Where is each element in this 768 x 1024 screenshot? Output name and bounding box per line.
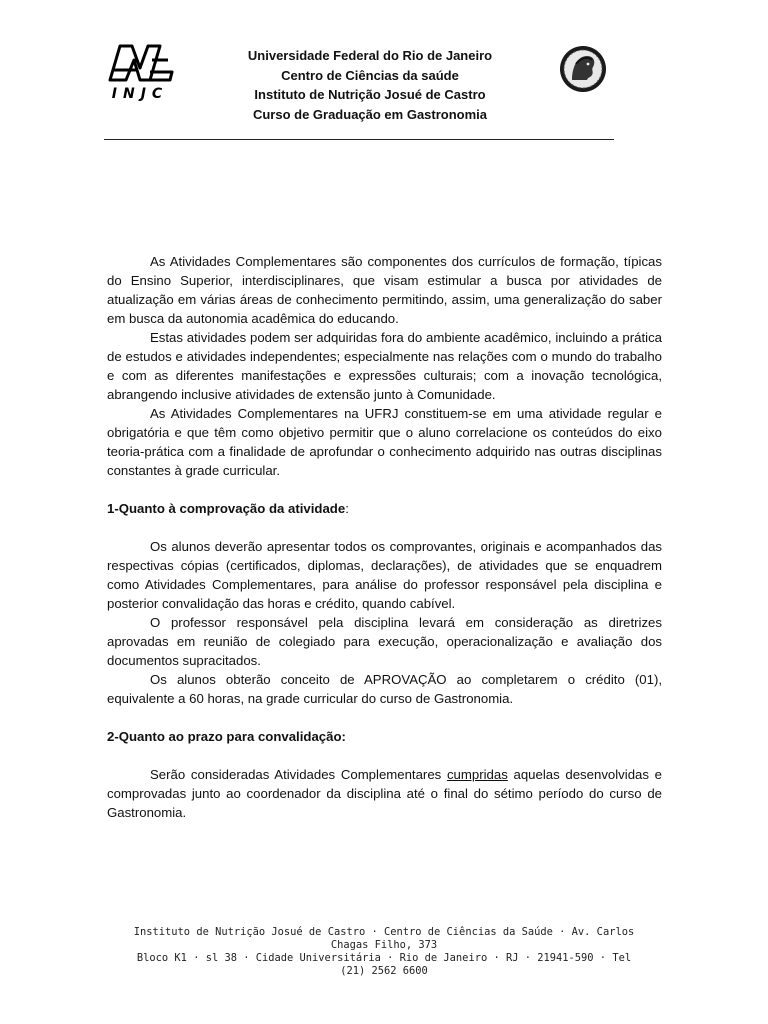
- institution-header: [200, 46, 540, 124]
- footer-line-3: Bloco K1 · sl 38 · Cidade Universitária · Rio de Janeiro · RJ · 21941-590 · Tel: [136, 952, 632, 964]
- injc-logo-mark-icon: [104, 40, 176, 84]
- section-1-paragraph-3: Os alunos obterão conceito de APROVAÇÃO ao completarem o crédito (01), equivalente a 60 horas, na grade curricular do curso de Gastronomia.: [107, 672, 662, 706]
- section-1-heading-colon: :: [345, 501, 349, 516]
- header-line-center: Centro de Ciências da saúde: [281, 67, 459, 83]
- section-2-text-before: Serão consideradas Atividades Complementares: [150, 767, 447, 782]
- document-footer: [104, 926, 664, 978]
- footer-line-2: Chagas Filho, 373: [330, 939, 438, 951]
- header-line-course: Curso de Graduação em Gastronomia: [252, 106, 488, 122]
- section-2-paragraph: [107, 765, 662, 822]
- header-divider: [104, 139, 614, 140]
- header-line-university: Universidade Federal do Rio de Janeiro: [247, 48, 493, 63]
- section-2-underlined-word: cumpridas: [446, 767, 508, 782]
- injc-logo: [104, 40, 176, 106]
- ufrj-seal-icon: [558, 44, 608, 94]
- footer-line-4: (21) 2562 6600: [340, 965, 428, 977]
- intro-paragraph-3: As Atividades Complementares na UFRJ constituem-se em uma atividade regular e obrigatória e que têm como objetivo permitir que o aluno correlacione os conteúdos do eixo teoria-prática com a finalidade de aprofundar o conhecimento adquirido nas outras disciplinas constantes à grade curricular.: [107, 406, 662, 478]
- section-1-paragraph-1: Os alunos deverão apresentar todos os comprovantes, originais e acompanhados das respectivas cópias (certificados, diplomas, declarações), de atividades que se enquadrem como Atividades Complementares, para análise do professor responsável pela disciplina e posterior convalidação das horas e crédito, quando cabível.: [107, 539, 662, 611]
- document-body: [107, 252, 662, 822]
- section-1-heading: [107, 499, 662, 518]
- header-line-institute: Instituto de Nutrição Josué de Castro: [254, 87, 486, 102]
- footer-line-1: Instituto de Nutrição Josué de Castro · Centro de Ciências da Saúde · Av. Carlos: [133, 926, 635, 938]
- section-2-text-after: aquelas desenvolvidas e comprovadas junto ao coordenador da disciplina até o final do sétimo período do curso de Gastronomia.: [107, 767, 662, 820]
- injc-logo-text: INJC: [111, 86, 169, 102]
- section-1-paragraph-2: O professor responsável pela disciplina levará em consideração as diretrizes aprovadas em reunião de colegiado para execução, operacionalização e avaliação dos documentos supracitados.: [107, 615, 662, 668]
- section-1-heading-text: 1-Quanto à comprovação da atividade: [107, 501, 346, 516]
- intro-paragraph-1: As Atividades Complementares são componentes dos currículos de formação, típicas do Ensino Superior, interdisciplinares, que visam estimular a busca por atividades de atualização em várias áreas de conhecimento permitindo, assim, uma generalização do saber em busca da autonomia acadêmica do educando.: [107, 254, 662, 326]
- section-2-heading: 2-Quanto ao prazo para convalidação:: [107, 729, 346, 744]
- intro-paragraph-2: Estas atividades podem ser adquiridas fora do ambiente acadêmico, incluindo a prática de estudos e atividades independentes; especialmente nas relações com o mundo do trabalho e com as diferentes manifestações e expressões culturais; com a inovação tecnológica, abrangendo inclusive atividades de extensão junto à Comunidade.: [107, 330, 662, 402]
